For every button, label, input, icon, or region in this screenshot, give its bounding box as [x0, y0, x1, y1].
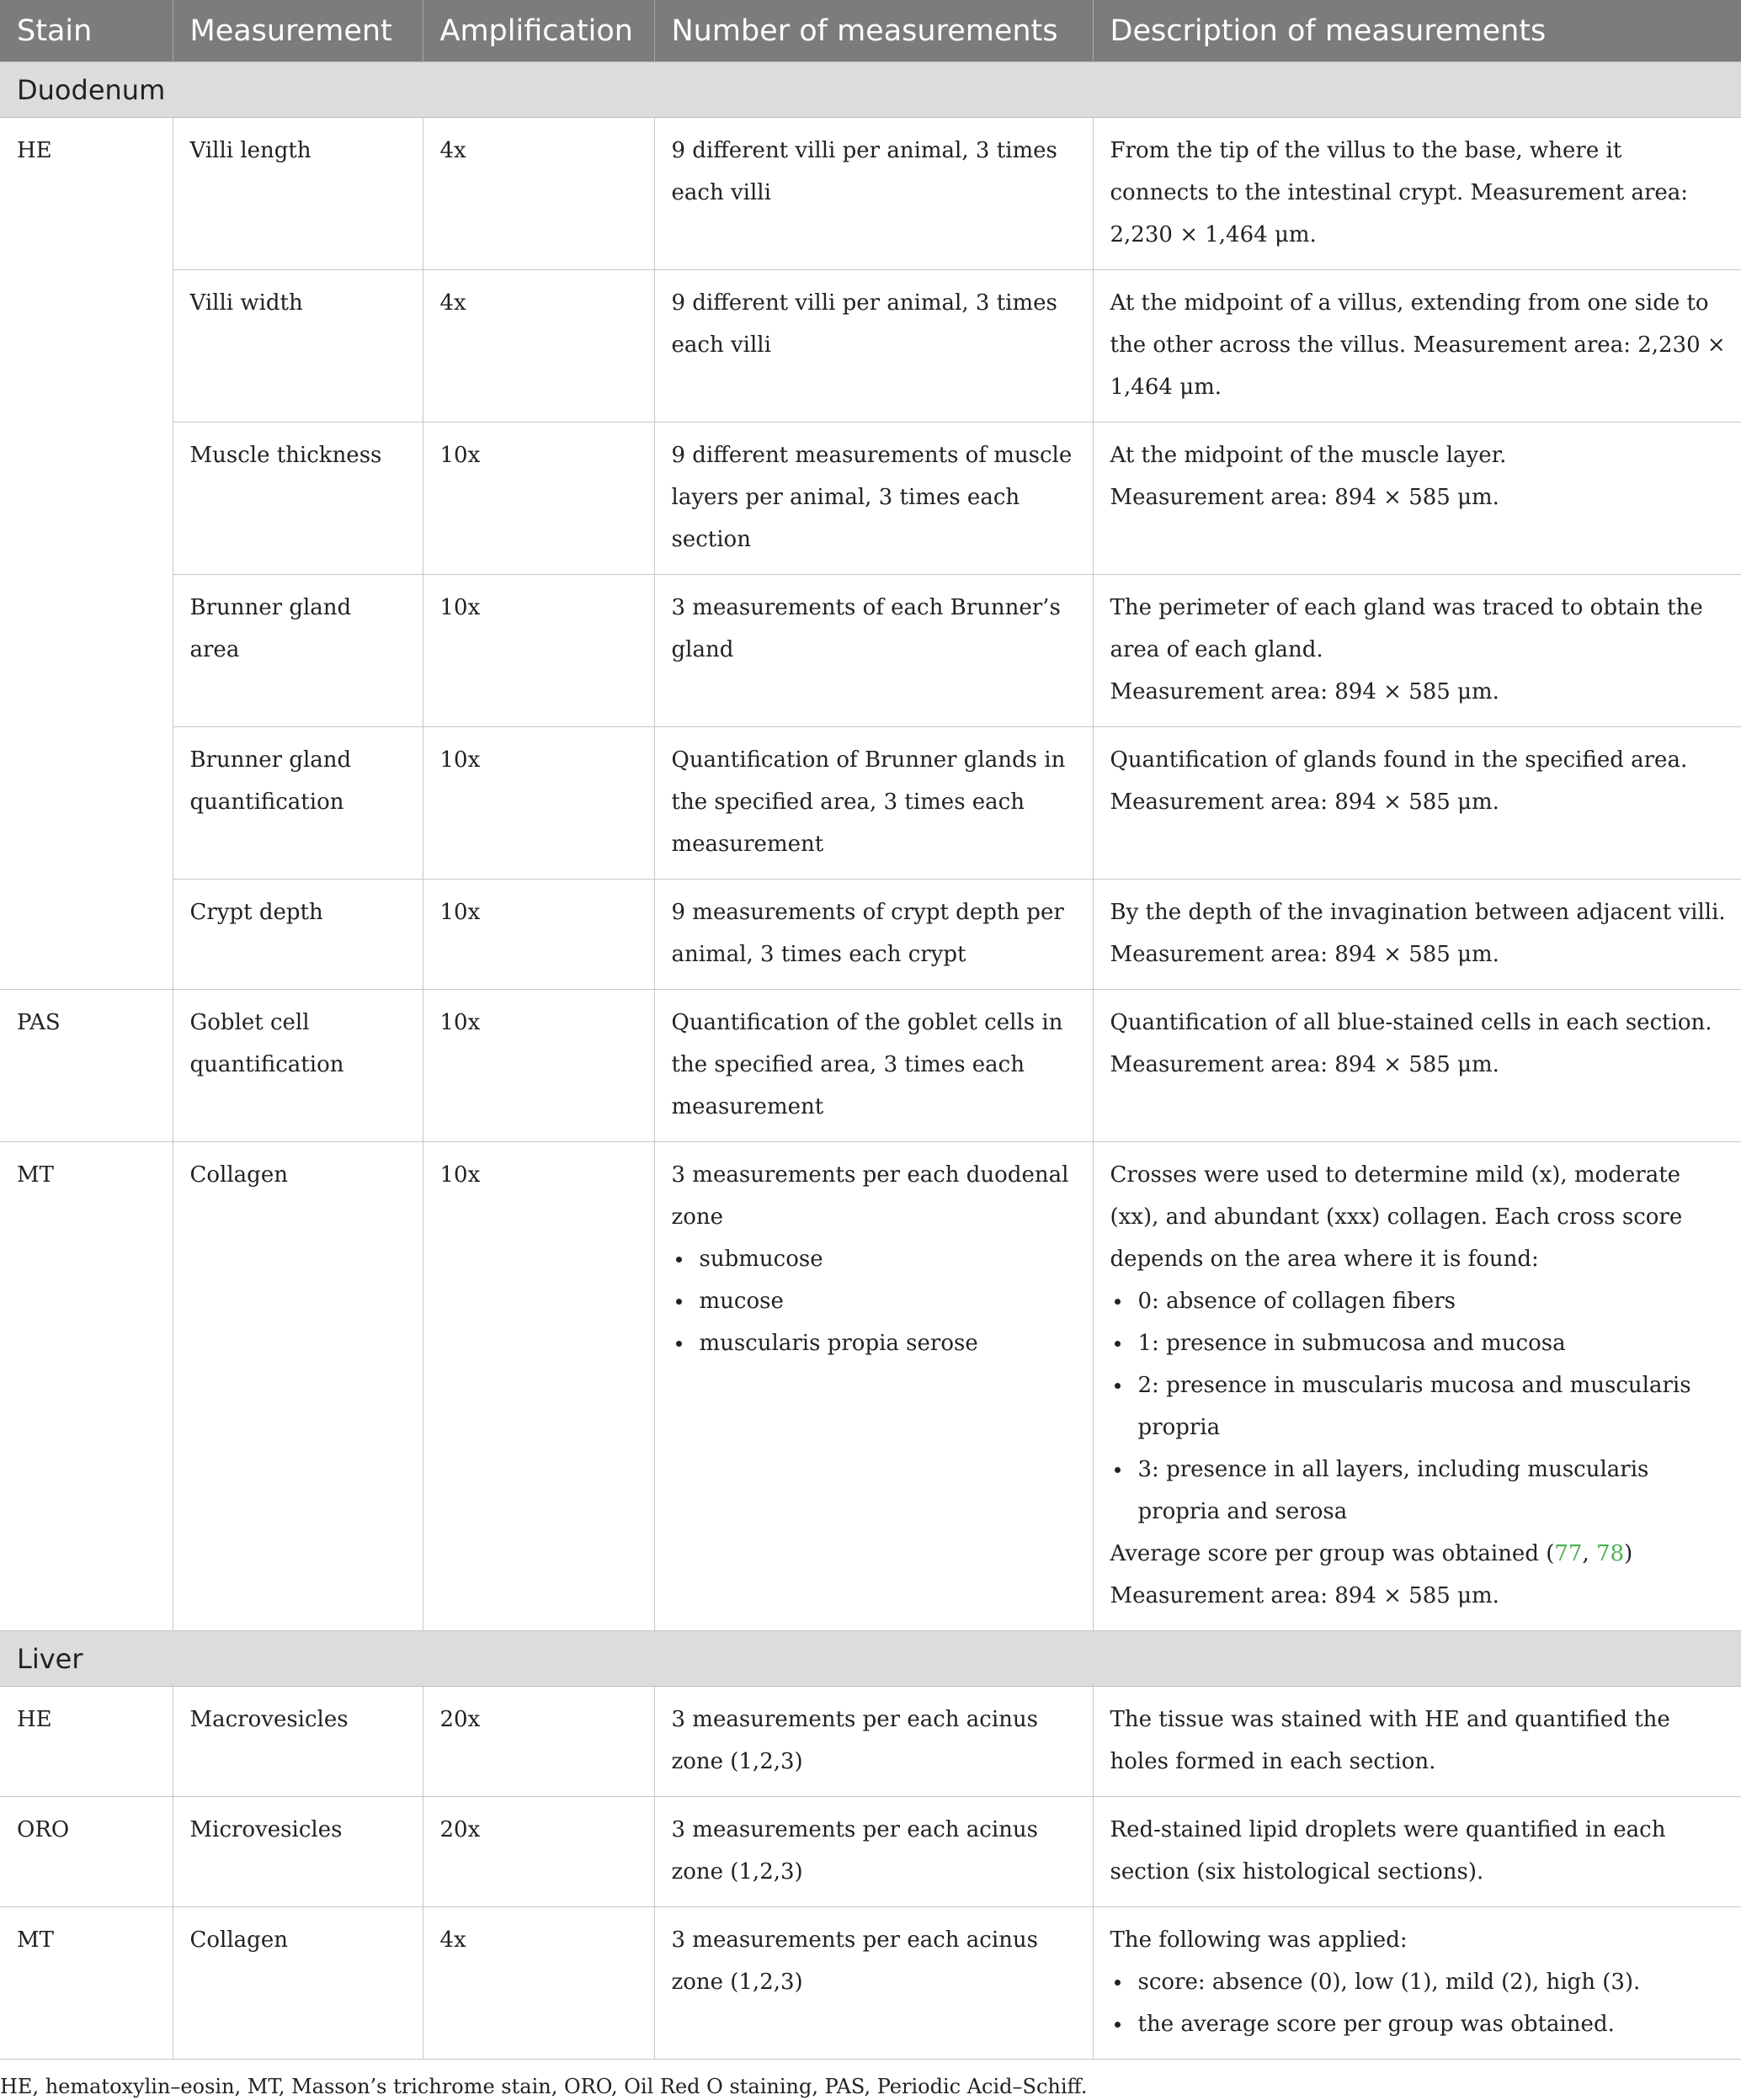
description-cell: Red-stained lipid droplets were quantified in each section (six histological sections).	[1093, 1797, 1741, 1907]
list-item: score: absence (0), low (1), mild (2), high (3).	[1110, 1961, 1727, 2003]
table-row	[0, 423, 1741, 575]
list-item: mucose	[672, 1280, 1078, 1322]
list-item: 1: presence in submucosa and mucosa	[1110, 1322, 1727, 1364]
stain-cell-mt: MT	[0, 1907, 173, 2060]
number-cell: 3 measurements per each acinus zone (1,2,3)	[654, 1687, 1093, 1797]
stain-cell-mt: MT	[0, 1142, 173, 1631]
description-line: Measurement area: 894 × 585 μm.	[1110, 942, 1499, 967]
number-cell: 9 different measurements of muscle layers per animal, 3 times each section	[654, 423, 1093, 575]
number-cell: 3 measurements of each Brunner’s gland	[654, 575, 1093, 727]
number-cell	[654, 1142, 1093, 1631]
description-line: Measurement area: 894 × 585 μm.	[1110, 485, 1499, 510]
number-intro: 3 measurements per each duodenal zone	[671, 1162, 1069, 1230]
table-header	[0, 0, 1741, 62]
amplification-cell: 10x	[423, 990, 654, 1142]
description-line: Quantification of all blue-stained cells in each section.	[1110, 1010, 1712, 1035]
measurement-cell: Goblet cell quantification	[173, 990, 423, 1142]
measurement-cell: Villi width	[173, 270, 423, 423]
description-cell	[1093, 880, 1741, 990]
table-row	[0, 727, 1741, 880]
description-line: Quantification of glands found in the specified area.	[1110, 747, 1688, 773]
description-cell	[1093, 1907, 1741, 2060]
table-row	[0, 1142, 1741, 1631]
average-prefix: Average score per group was obtained (	[1110, 1541, 1555, 1566]
description-cell	[1093, 727, 1741, 880]
header-row	[0, 0, 1741, 62]
amplification-cell: 10x	[423, 727, 654, 880]
table-body	[0, 62, 1741, 2060]
list-item: muscularis propia serose	[672, 1322, 1078, 1364]
number-cell: 9 different villi per animal, 3 times each villi	[654, 118, 1093, 270]
stain-cell-he: HE	[0, 118, 173, 990]
table-row	[0, 575, 1741, 727]
list-item: 2: presence in muscularis mucosa and muscularis propria	[1110, 1364, 1727, 1449]
table-row	[0, 1687, 1741, 1797]
description-cell: The tissue was stained with HE and quantified the holes formed in each section.	[1093, 1687, 1741, 1797]
list-item: submucose	[672, 1238, 1078, 1280]
table-row	[0, 1907, 1741, 2060]
reference-separator: ,	[1582, 1541, 1596, 1566]
zone-list	[672, 1238, 1078, 1364]
table-row	[0, 118, 1741, 270]
number-cell: 3 measurements per each acinus zone (1,2,3)	[654, 1797, 1093, 1907]
measurement-cell: Muscle thickness	[173, 423, 423, 575]
measurement-cell: Microvesicles	[173, 1797, 423, 1907]
measurement-cell: Collagen	[173, 1907, 423, 2060]
description-cell	[1093, 423, 1741, 575]
score-list	[1110, 1280, 1727, 1533]
reference-link-77[interactable]: 77	[1554, 1541, 1583, 1566]
stain-cell-he: HE	[0, 1687, 173, 1797]
header-number-of-measurements: Number of measurements	[654, 0, 1093, 62]
description-line: Measurement area: 894 × 585 μm.	[1110, 679, 1499, 704]
description-line: Measurement area: 894 × 585 μm.	[1110, 789, 1499, 815]
measurement-cell: Brunner gland quantification	[173, 727, 423, 880]
number-cell: 3 measurements per each acinus zone (1,2,3)	[654, 1907, 1093, 2060]
section-row-liver	[0, 1631, 1741, 1687]
description-line: Measurement area: 894 × 585 μm.	[1110, 1052, 1499, 1077]
description-cell	[1093, 990, 1741, 1142]
header-description: Description of measurements	[1093, 0, 1741, 62]
measurement-cell: Crypt depth	[173, 880, 423, 990]
header-amplification: Amplification	[423, 0, 654, 62]
number-cell: Quantification of the goblet cells in the specified area, 3 times each measurement	[654, 990, 1093, 1142]
amplification-cell: 10x	[423, 1142, 654, 1631]
description-intro: The following was applied:	[1110, 1927, 1408, 1953]
amplification-cell: 10x	[423, 880, 654, 990]
amplification-cell: 20x	[423, 1797, 654, 1907]
measurement-cell: Collagen	[173, 1142, 423, 1631]
section-label-duodenum: Duodenum	[0, 62, 1741, 118]
number-cell: Quantification of Brunner glands in the specified area, 3 times each measurement	[654, 727, 1093, 880]
amplification-cell: 10x	[423, 575, 654, 727]
amplification-cell: 10x	[423, 423, 654, 575]
description-line: Measurement area: 894 × 585 μm.	[1110, 1583, 1499, 1608]
description-cell: From the tip of the villus to the base, where it connects to the intestinal crypt. Measurement area: 2,230 × 1,464 μm.	[1093, 118, 1741, 270]
description-line: The perimeter of each gland was traced to obtain the area of each gland.	[1110, 595, 1703, 662]
measurement-cell: Macrovesicles	[173, 1687, 423, 1797]
number-cell: 9 measurements of crypt depth per animal, 3 times each crypt	[654, 880, 1093, 990]
amplification-cell: 4x	[423, 270, 654, 423]
table-row	[0, 270, 1741, 423]
table-row	[0, 880, 1741, 990]
table-row	[0, 1797, 1741, 1907]
description-cell	[1093, 575, 1741, 727]
section-row-duodenum	[0, 62, 1741, 118]
description-cell	[1093, 1142, 1741, 1631]
amplification-cell: 20x	[423, 1687, 654, 1797]
table-row	[0, 990, 1741, 1142]
description-cell: At the midpoint of a villus, extending from one side to the other across the villus. Measurement area: 2,230 × 1,464 μm.	[1093, 270, 1741, 423]
measurement-cell: Villi length	[173, 118, 423, 270]
description-line: By the depth of the invagination between adjacent villi.	[1110, 900, 1726, 925]
score-list	[1110, 1961, 1727, 2045]
header-measurement: Measurement	[173, 0, 423, 62]
list-item: the average score per group was obtained.	[1110, 2003, 1727, 2045]
stain-cell-oro: ORO	[0, 1797, 173, 1907]
amplification-cell: 4x	[423, 118, 654, 270]
number-cell: 9 different villi per animal, 3 times each villi	[654, 270, 1093, 423]
stain-cell-pas: PAS	[0, 990, 173, 1142]
amplification-cell: 4x	[423, 1907, 654, 2060]
measurement-cell: Brunner gland area	[173, 575, 423, 727]
table-footnote: HE, hematoxylin–eosin, MT, Masson’s trichrome stain, ORO, Oil Red O staining, PAS, Periodic Acid–Schiff.	[0, 2075, 1088, 2098]
description-line: At the midpoint of the muscle layer.	[1110, 443, 1507, 468]
reference-link-78[interactable]: 78	[1596, 1541, 1625, 1566]
average-score-line	[1110, 1533, 1727, 1575]
header-stain: Stain	[0, 0, 173, 62]
section-label-liver: Liver	[0, 1631, 1741, 1687]
average-suffix: )	[1624, 1541, 1633, 1566]
description-intro: Crosses were used to determine mild (x), moderate (xx), and abundant (xxx) collagen. Each cross score depends on the area where it is found:	[1110, 1162, 1683, 1272]
list-item: 0: absence of collagen fibers	[1110, 1280, 1727, 1322]
list-item: 3: presence in all layers, including muscularis propria and serosa	[1110, 1449, 1727, 1533]
